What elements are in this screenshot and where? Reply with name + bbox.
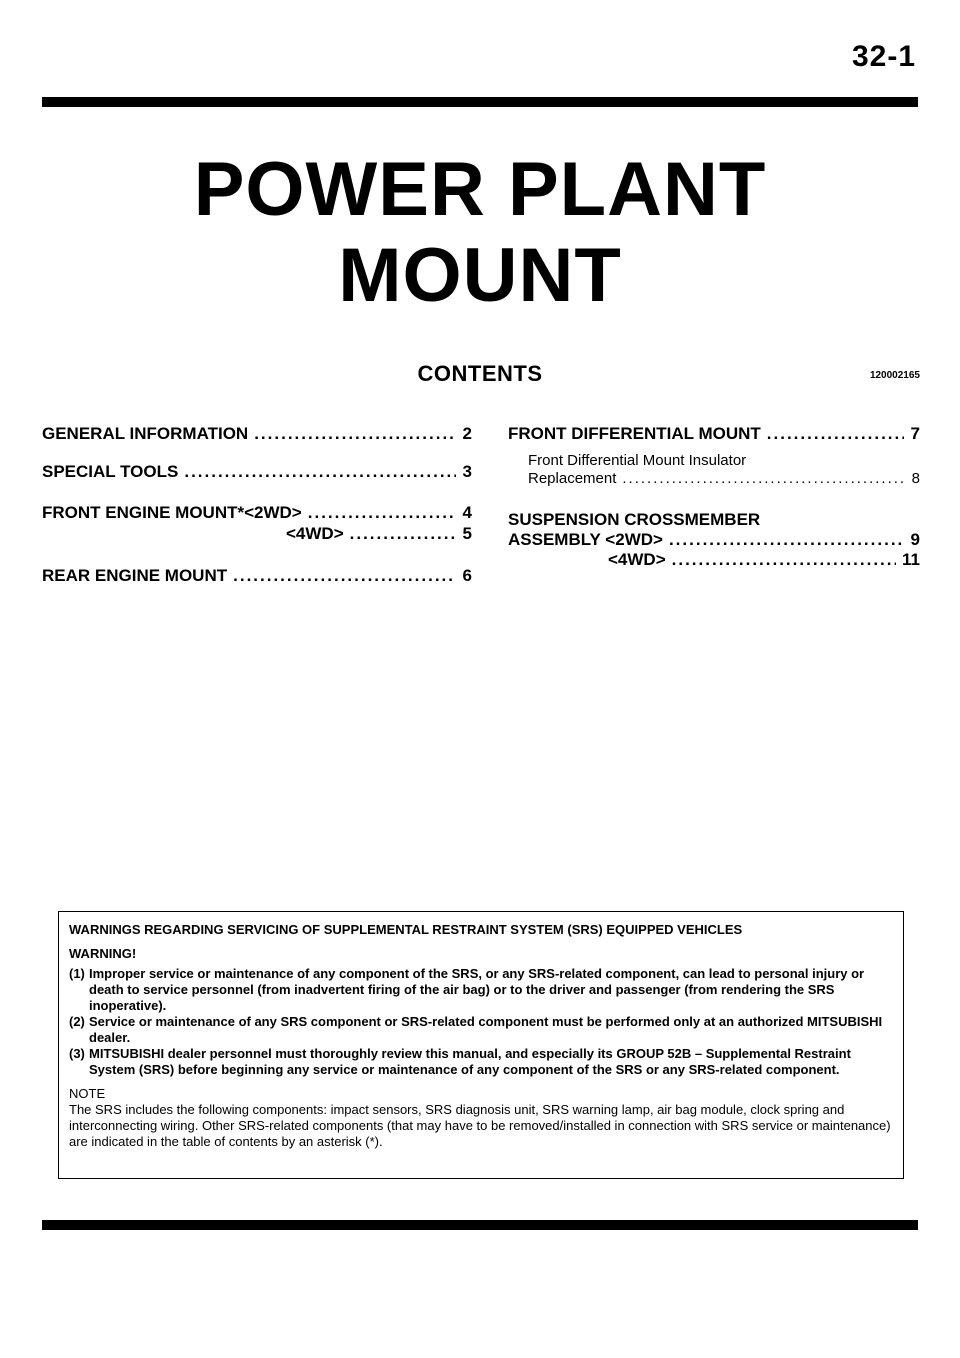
srs-warning-box [58, 911, 904, 1179]
toc-entry-label: Replacement [528, 470, 617, 487]
toc-entry-suspension-label-line1: SUSPENSION CROSSMEMBER [508, 510, 761, 529]
warning-item [69, 966, 893, 1014]
warning-item-text: MITSUBISHI dealer personnel must thoroughly review this manual, and especially its GROUP 52B – Supplemental Restraint System (SRS) before beginning any service or maintenance of any component of the SRS or any SRS-related component. [89, 1046, 851, 1077]
warning-item [69, 1014, 893, 1046]
toc-entry-label: GENERAL INFORMATION [42, 424, 249, 443]
toc-entry-page: 6 [462, 566, 472, 585]
document-code: 120002165 [869, 370, 920, 381]
toc-entry-page: 4 [462, 503, 472, 522]
warning-item-number: (3) [69, 1046, 85, 1061]
toc-entry-label: REAR ENGINE MOUNT [42, 566, 228, 585]
toc-entry-suspension-crossmember-4wd[interactable] [608, 550, 920, 570]
page-title-line1: POWER PLANT [193, 147, 767, 232]
toc-entry-page: 11 [902, 550, 920, 569]
warning-item-text: Improper service or maintenance of any component of the SRS, or any SRS-related component, can lead to personal injury or death to service personnel (from inadvertent firing of the air bag) or to the driver and passenger (from rendering the SRS inoperative). [89, 966, 865, 1013]
toc-entry-special-tools[interactable] [42, 462, 472, 482]
toc-entry-label: SPECIAL TOOLS [42, 462, 179, 481]
toc-entry-front-differential-mount[interactable] [508, 424, 920, 444]
toc-entry-page: 9 [910, 530, 920, 549]
dot-leader [308, 503, 456, 523]
toc-entry-suspension-crossmember-2wd[interactable] [508, 530, 920, 550]
toc-entry-page: 2 [462, 424, 472, 443]
note-text: The SRS includes the following components: impact sensors, SRS diagnosis unit, SRS warning lamp, air bag module, clock spring and interconnecting wiring. Other SRS-related components (that may have to be removed/installed in connection with SRS service or maintenance) are indicated in the table of contents by an asterisk (*). [69, 1102, 891, 1149]
page-number: 32-1 [851, 40, 916, 73]
toc-entry-front-engine-mount-2wd[interactable] [42, 503, 472, 523]
warning-item-number: (2) [69, 1014, 85, 1029]
contents-heading: CONTENTS [417, 361, 543, 386]
warning-item-number: (1) [69, 966, 85, 981]
warning-box-heading: WARNINGS REGARDING SERVICING OF SUPPLEMENTAL RESTRAINT SYSTEM (SRS) EQUIPPED VEHICLES [69, 922, 743, 937]
toc-entry-page: 8 [911, 470, 920, 487]
dot-leader [672, 550, 896, 570]
toc-entry-label: <4WD> [608, 550, 666, 569]
warning-item-text: Service or maintenance of any SRS component or SRS-related component must be performed only at an authorized MITSUBISHI dealer. [89, 1014, 883, 1045]
toc-entry-page: 7 [910, 424, 920, 443]
toc-entry-insulator-label-line1: Front Differential Mount Insulator [528, 452, 747, 469]
toc-entry-front-engine-mount-4wd[interactable] [286, 524, 472, 544]
dot-leader [622, 470, 904, 487]
warning-label: WARNING! [69, 946, 137, 961]
toc-entry-label: ASSEMBLY <2WD> [508, 530, 663, 549]
bottom-rule [42, 1220, 918, 1230]
toc-entry-label: FRONT DIFFERENTIAL MOUNT [508, 424, 761, 443]
dot-leader [184, 462, 456, 482]
dot-leader [669, 530, 904, 550]
toc-entry-insulator-replacement[interactable] [528, 470, 920, 487]
dot-leader [767, 424, 904, 444]
toc-entry-rear-engine-mount[interactable] [42, 566, 472, 586]
dot-leader [233, 566, 456, 586]
warning-item [69, 1046, 893, 1078]
toc-entry-general-information[interactable] [42, 424, 472, 444]
toc-entry-page: 5 [462, 524, 472, 543]
dot-leader [254, 424, 456, 444]
top-rule [42, 97, 918, 107]
toc-entry-page: 3 [462, 462, 472, 481]
dot-leader [350, 524, 456, 544]
toc-entry-label: <4WD> [286, 524, 344, 543]
note-label: NOTE [69, 1086, 106, 1101]
toc-entry-label: FRONT ENGINE MOUNT*<2WD> [42, 503, 302, 522]
page-title-line2: MOUNT [338, 233, 622, 318]
